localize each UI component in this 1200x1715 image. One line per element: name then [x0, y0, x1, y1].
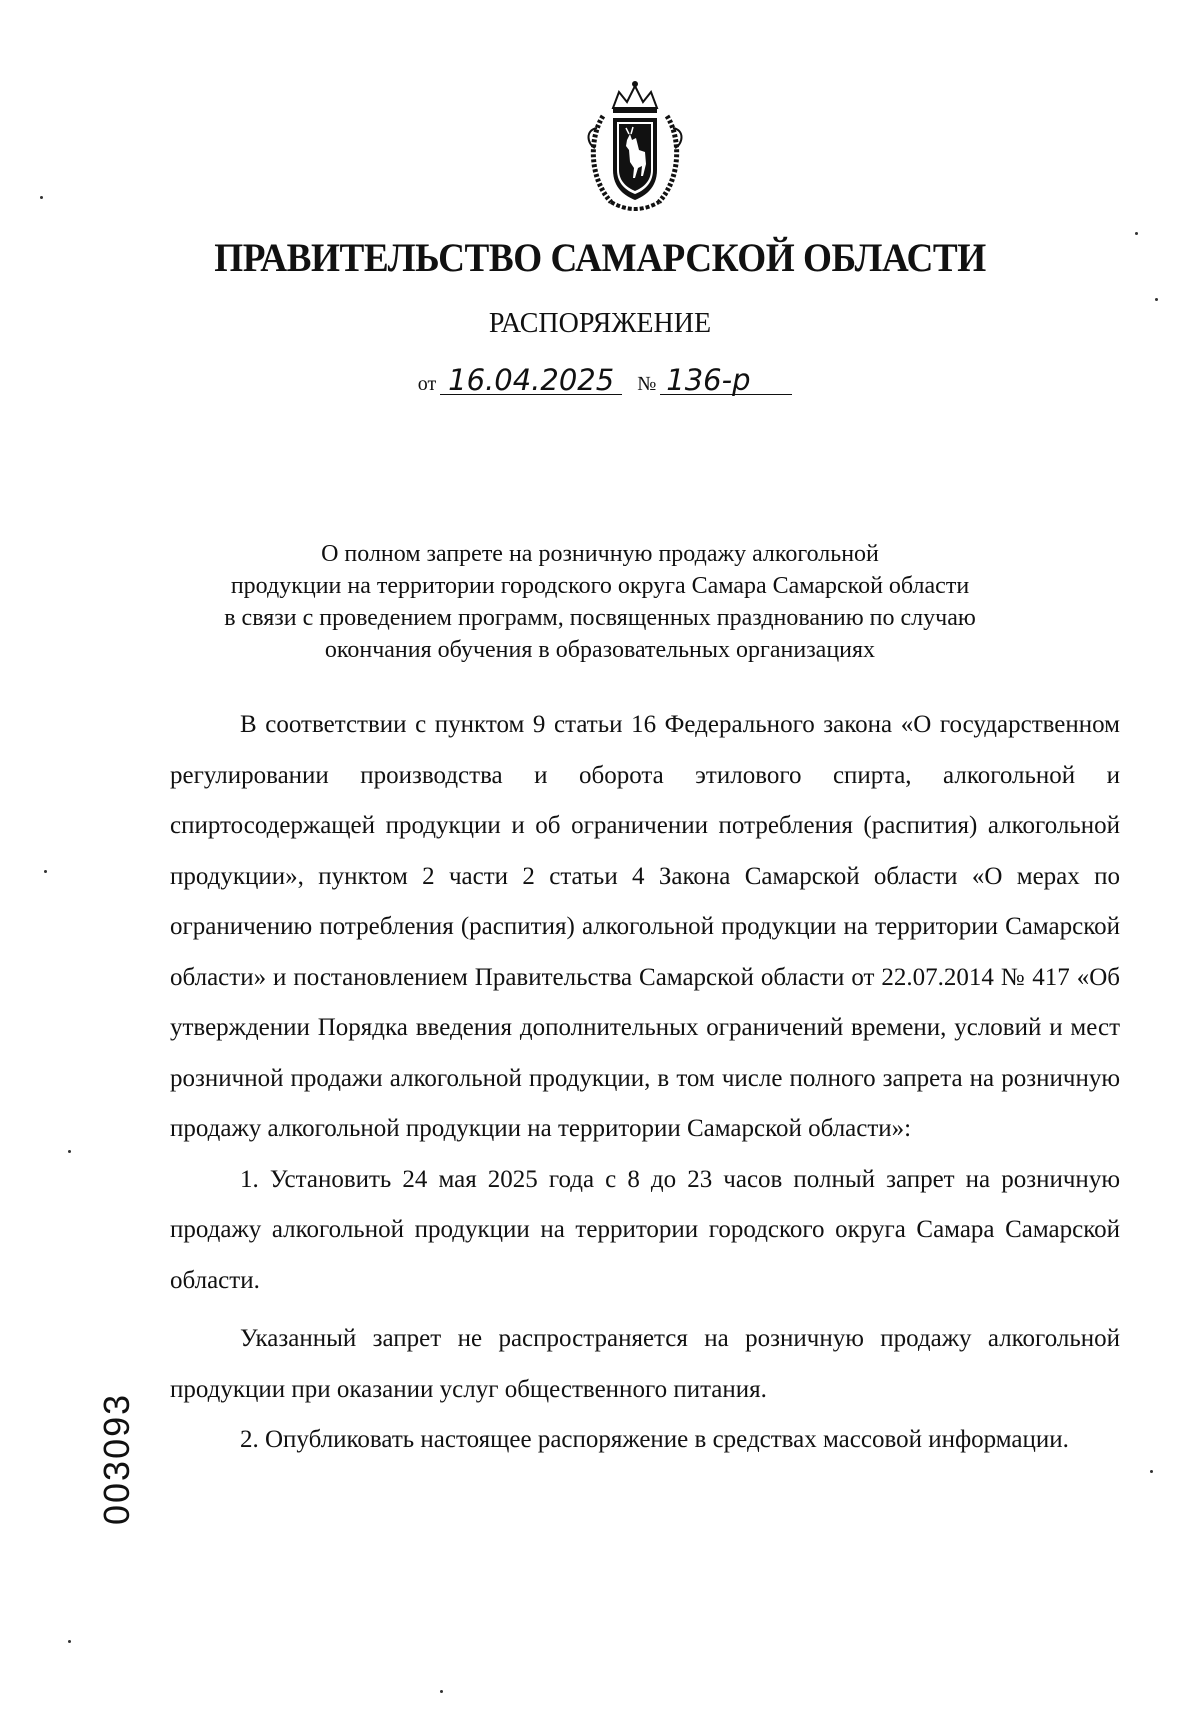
scan-speck: [68, 1640, 71, 1643]
item-1-note-paragraph: Указанный запрет не распространяется на розничную продажу алкогольной продукции при оказании услуг общественного питания.: [170, 1325, 1120, 1403]
number-prefix: №: [637, 373, 657, 395]
organization-title: ПРАВИТЕЛЬСТВО САМАРСКОЙ ОБЛАСТИ: [214, 235, 986, 280]
subject-line: О полном запрете на розничную продажу алкогольной: [321, 541, 879, 567]
margin-serial-number: 003093: [96, 1392, 137, 1525]
item-1-paragraph: 1. Установить 24 мая 2025 года с 8 до 23 часов полный запрет на розничную продажу алкогольной продукции на территории городского округа Самара Самарской области.: [170, 1165, 1120, 1294]
scan-speck: [1135, 232, 1138, 235]
scan-speck: [440, 1690, 443, 1693]
document-date: 16.04.2025: [440, 366, 622, 395]
date-prefix: от: [417, 373, 437, 395]
document-number: 136-р: [660, 366, 792, 395]
document-type: РАСПОРЯЖЕНИЕ: [488, 308, 712, 339]
document-body: [170, 700, 1120, 1466]
scan-speck: [40, 196, 43, 199]
item-2-paragraph: 2. Опубликовать настоящее распоряжение в средствах массовой информации.: [240, 1426, 1069, 1453]
scan-speck: [44, 870, 47, 873]
date-number-line: [0, 363, 1200, 397]
document-subject: [150, 538, 1050, 666]
scan-speck: [68, 1150, 71, 1153]
samara-coat-of-arms-icon: [583, 78, 687, 216]
scan-speck: [1155, 298, 1158, 301]
subject-line: окончания обучения в образовательных организациях: [324, 637, 876, 663]
subject-line: в связи с проведением программ, посвященных празднованию по случаю: [224, 605, 976, 631]
preamble-paragraph: В соответствии с пунктом 9 статьи 16 Федерального закона «О государственном регулировании производства и оборота этилового спирта, алкогольной и спиртосодержащей продукции и об ограничении потребления (распития) алкогольной продукции», пунктом 2 части 2 статьи 4 Закона Самарской области «О мерах по ограничению потребления (распития) алкогольной продукции на территории Самарской области» и постановлением Правительства Самарской области от 22.07.2014 № 417 «Об утверждении Порядка введения дополнительных ограничений времени, условий и мест розничной продажи алкогольной продукции, в том числе полного запрета на розничную продажу алкогольной продукции на территории Самарской области»:: [170, 711, 1120, 1142]
scan-speck: [1150, 1470, 1153, 1473]
subject-line: продукции на территории городского округа Самара Самарской области: [230, 573, 970, 599]
